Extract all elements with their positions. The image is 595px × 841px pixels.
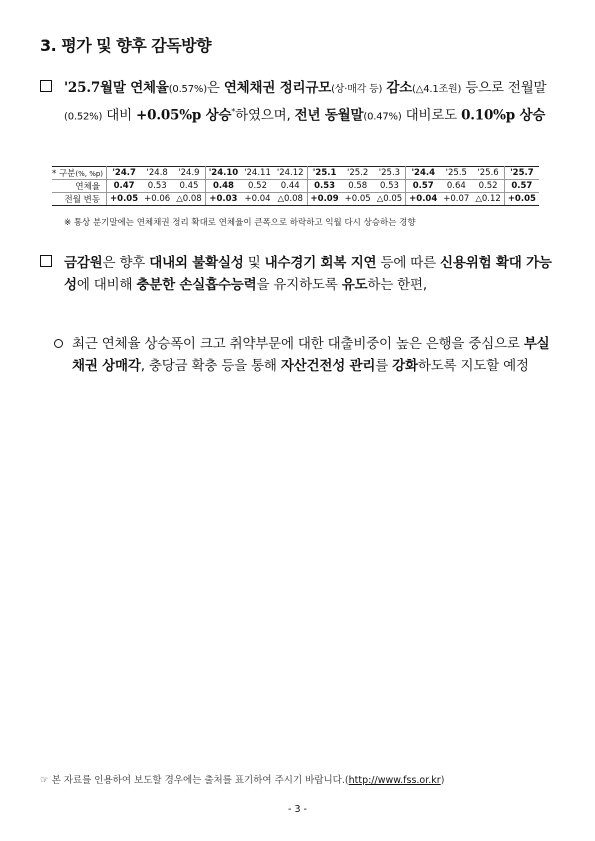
paragraph-3-text xyxy=(72,333,554,377)
text: 최근 연체율 상승폭이 크고 취약부문에 대한 대출비중이 높은 은행을 중심으로 xyxy=(72,336,524,352)
footer-notice xyxy=(40,772,444,786)
column-header: '24.9 xyxy=(173,167,205,180)
square-bullet-icon xyxy=(40,255,52,267)
text: 등에 따른 xyxy=(376,255,441,271)
table-cell: +0.04 xyxy=(406,193,441,206)
row-label: 전월 변동 xyxy=(52,193,107,206)
text-bold: 연체채권 정리규모 xyxy=(223,80,332,96)
table-cell: 0.64 xyxy=(440,180,472,193)
page-number: - 3 - xyxy=(288,804,307,815)
delinquency-table xyxy=(52,166,539,206)
column-header: '24.11 xyxy=(241,167,274,180)
table-cell: 0.52 xyxy=(472,180,504,193)
column-header: '24.4 xyxy=(406,167,441,180)
column-header: '24.12 xyxy=(274,167,307,180)
text-bold: 충분한 손실흡수능력 xyxy=(136,277,257,293)
table-cell: 0.53 xyxy=(307,180,342,193)
text-bold: 전년 동월말 xyxy=(294,107,364,124)
bullet-paragraph-2 xyxy=(40,252,560,296)
text-bold: 자산건전성 관리 xyxy=(280,358,376,374)
table-cell: +0.03 xyxy=(205,193,241,206)
table-cell: 0.53 xyxy=(374,180,406,193)
text: 대비로도 xyxy=(401,107,462,124)
text: 하는 한편, xyxy=(367,277,427,293)
column-header: '24.7 xyxy=(107,167,142,180)
column-header: '25.3 xyxy=(374,167,406,180)
hand-pointer-icon: ☞ xyxy=(40,775,49,786)
text-bold: 감소 xyxy=(386,80,413,96)
table-cell: △0.08 xyxy=(173,193,205,206)
text-small: (0.57%) xyxy=(168,84,207,95)
text: 은 xyxy=(206,80,224,96)
table-cell: △0.05 xyxy=(374,193,406,206)
table-cell: △0.12 xyxy=(472,193,504,206)
column-header: '24.10 xyxy=(205,167,241,180)
table-cell: 0.47 xyxy=(107,180,142,193)
bullet-paragraph-1 xyxy=(40,77,560,129)
text: 에 대비해 xyxy=(76,277,137,293)
column-header: '25.5 xyxy=(440,167,472,180)
table-cell: △0.08 xyxy=(274,193,307,206)
website-link[interactable]: http://www.fss.or.kr xyxy=(348,775,441,786)
unit-label: (%, %p) xyxy=(75,170,104,178)
row-label: 연체율 xyxy=(52,180,107,193)
text: , 충당금 확충 등을 통해 xyxy=(140,358,281,374)
footer-text: 본 자료를 인용하여 보도할 경우에는 출처를 표기하여 주시기 바랍니다. xyxy=(51,775,345,786)
text-bold: 내수경기 회복 지연 xyxy=(264,255,377,271)
text-bold: 0.10%p 상승 xyxy=(461,107,546,124)
paragraph-1-text xyxy=(64,77,560,129)
table-cell: +0.04 xyxy=(241,193,274,206)
column-header: '25.6 xyxy=(472,167,504,180)
table-cell: +0.06 xyxy=(141,193,173,206)
table-cell: 0.48 xyxy=(205,180,241,193)
text: 하였으며, xyxy=(235,107,295,124)
circle-bullet-icon xyxy=(54,339,63,348)
table-cell: +0.05 xyxy=(342,193,374,206)
column-header: '25.7 xyxy=(504,167,539,180)
table-row-change xyxy=(52,193,539,206)
text-bold: 강화 xyxy=(392,358,418,374)
table-row-rate xyxy=(52,180,539,193)
text-small: (0.52%) xyxy=(64,111,103,123)
text: 을 유지하도록 xyxy=(256,277,342,293)
text-bold: 신용위험 확대 가능성 xyxy=(64,255,552,293)
section-title: 3. 평가 및 향후 감독방향 xyxy=(40,36,212,55)
text-bold: 대내외 불확실성 xyxy=(149,255,244,271)
square-bullet-icon xyxy=(40,80,52,92)
table-cell: 0.58 xyxy=(342,180,374,193)
table-cell: 0.53 xyxy=(141,180,173,193)
table-cell: 0.57 xyxy=(406,180,441,193)
text: 및 xyxy=(243,255,265,271)
table-cell: 0.45 xyxy=(173,180,205,193)
table-cell: +0.05 xyxy=(504,193,539,206)
text: 등으로 전월말 xyxy=(461,80,547,96)
text: 대비 xyxy=(102,107,137,124)
text-bold: 금감원 xyxy=(64,255,103,271)
text: 하도록 지도할 예정 xyxy=(417,358,529,374)
table-cell: 0.52 xyxy=(241,180,274,193)
table-cell: 0.44 xyxy=(274,180,307,193)
column-header: '24.8 xyxy=(141,167,173,180)
table-cell: 0.57 xyxy=(504,180,539,193)
column-header: '25.2 xyxy=(342,167,374,180)
table-cell: +0.09 xyxy=(307,193,342,206)
footnote-marker: * xyxy=(231,107,236,116)
table-cell: +0.05 xyxy=(107,193,142,206)
sub-bullet-paragraph xyxy=(54,333,554,377)
text: 은 향후 xyxy=(102,255,150,271)
text-bold: 유도 xyxy=(341,277,368,293)
text-small: (상·매각 등) xyxy=(331,84,383,95)
text-bold: 부실채권 상매각 xyxy=(72,336,550,374)
table-row-header-cell xyxy=(52,167,107,180)
column-header: '25.1 xyxy=(307,167,342,180)
paren-close: ) xyxy=(440,775,445,786)
paragraph-2-text xyxy=(64,252,560,296)
text-small: (0.47%) xyxy=(363,111,402,123)
table-cell: +0.07 xyxy=(440,193,472,206)
text: 를 xyxy=(375,358,393,374)
table-header-row xyxy=(52,167,539,180)
row-header-label: * 구분 xyxy=(52,169,76,179)
paren-open: ( xyxy=(344,775,349,786)
text-bold: +0.05%p 상승 xyxy=(136,107,232,124)
text-bold: '25.7월말 연체율 xyxy=(64,80,169,96)
text-small: (△4.1조원) xyxy=(412,84,462,95)
table-note: ※ 통상 분기말에는 연체채권 정리 확대로 연체율이 큰폭으로 하락하고 익월 다시 상승하는 경향 xyxy=(64,218,416,228)
